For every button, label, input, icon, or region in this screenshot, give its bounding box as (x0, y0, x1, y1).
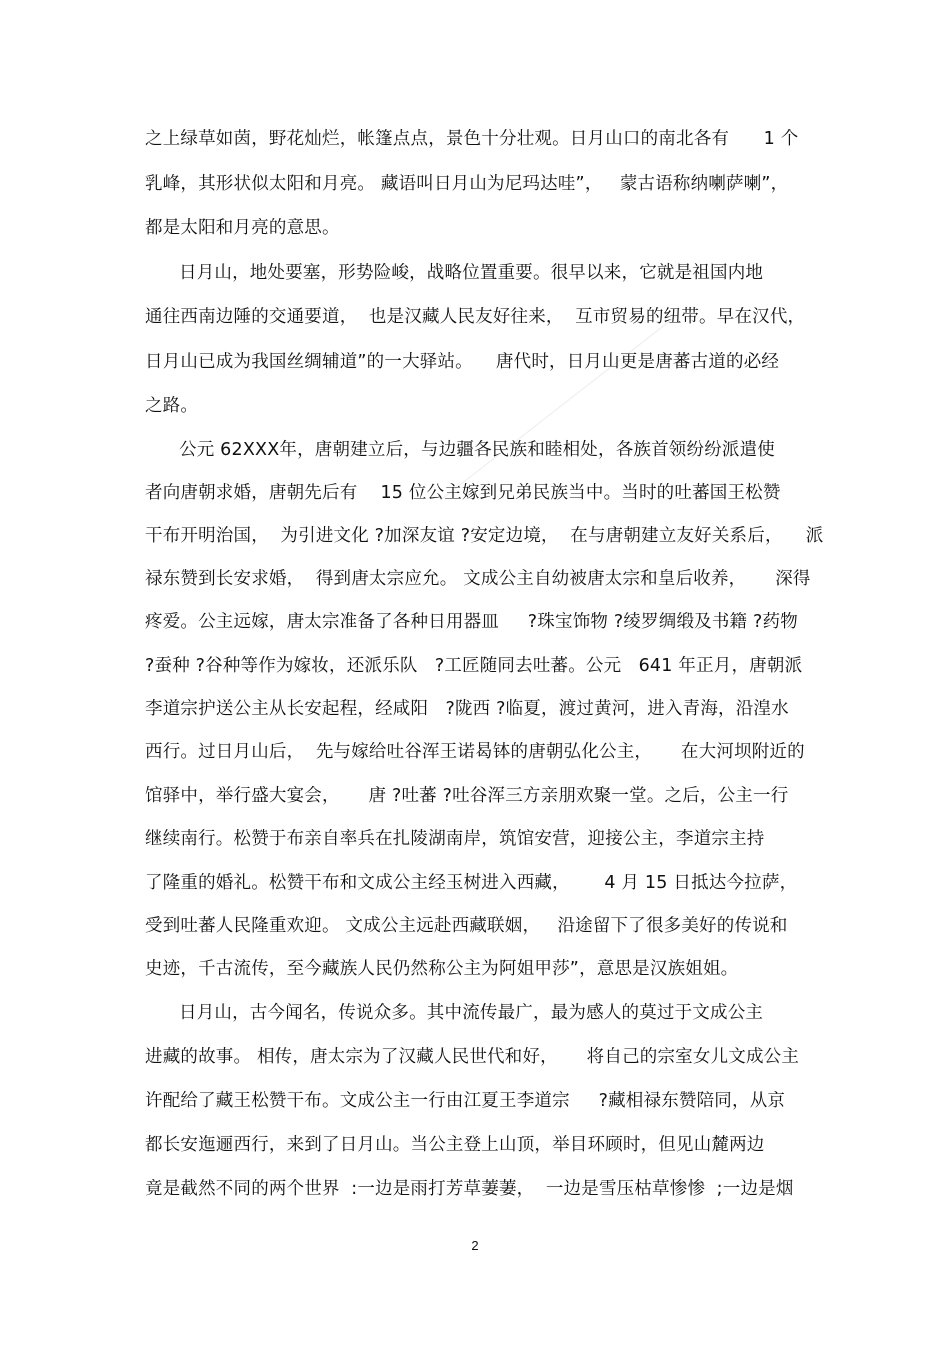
text-line: 许配给了藏王松赞干布。文成公主一行由江夏王李道宗 ?藏相禄东赞陪同，从京 (145, 1091, 786, 1111)
paragraph-first-line: 日月山，古今闻名，传说众多。其中流传最广，最为感人的莫过于文成公主 (179, 1003, 764, 1023)
text-line: 了隆重的婚礼。松赞干布和文成公主经玉树进入西藏， 4 月 15 日抵达今拉萨， (145, 873, 798, 893)
text-line: 馆驿中，举行盛大宴会， 唐 ?吐蕃 ?吐谷浑三方亲朋欢聚一堂。之后，公主一行 (145, 786, 789, 806)
text-line: 日月山已成为我国丝绸辅道”的一大驿站。 唐代时，日月山更是唐蕃古道的必经 (145, 352, 780, 372)
text-line: 都是太阳和月亮的意思。 (145, 218, 340, 238)
text-line: 之路。 (145, 396, 199, 416)
text-line: 乳峰，其形状似太阳和月亮。 藏语叫日月山为尼玛达哇”， 蒙古语称纳喇萨喇”， (145, 174, 789, 194)
text-line: 继续南行。松赞于布亲自率兵在扎陵湖南岸，筑馆安营，迎接公主，李道宗主持 (145, 829, 765, 849)
text-line: 禄东赞到长安求婚， 得到唐太宗应允。 文成公主自幼被唐太宗和皇后收养， 深得 (145, 569, 811, 589)
text-line: 疼爱。公主远嫁，唐太宗准备了各种日用器皿 ?珠宝饰物 ?绫罗绸缎及书籍 ?药物 (145, 612, 798, 632)
text-line: 李道宗护送公主从长安起程，经咸阳 ?陇西 ?临夏，渡过黄河，进入青海，沿湟水 (145, 699, 789, 719)
text-line: 之上绿草如茵，野花灿烂，帐篷点点，景色十分壮观。日月山口的南北各有 1 个 (145, 129, 799, 149)
text-line: 通往西南边陲的交通要道， 也是汉藏人民友好往来， 互市贸易的纽带。早在汉代， (145, 307, 806, 327)
text-line: 者向唐朝求婚，唐朝先后有 15 位公主嫁到兄弟民族当中。当时的吐蕃国王松赞 (145, 483, 781, 503)
text-line: 史迹，千古流传，至今藏族人民仍然称公主为阿姐甲莎”，意思是汉族姐姐。 (145, 959, 739, 979)
text-line: 西行。过日月山后， 先与嫁给吐谷浑王诺曷钵的唐朝弘化公主， 在大河坝附近的 (145, 742, 805, 762)
text-line: 竟是截然不同的两个世界 :一边是雨打芳草萋萋， 一边是雪压枯草惨惨 ;一边是烟 (145, 1179, 794, 1199)
text-line: 干布开明治国， 为引进文化 ?加深友谊 ?安定边境， 在与唐朝建立友好关系后， 派 (145, 526, 824, 546)
text-line: 进藏的故事。 相传，唐太宗为了汉藏人民世代和好， 将自己的宗室女儿文成公主 (145, 1047, 800, 1067)
text-line: ?蚕种 ?谷种等作为嫁妆，还派乐队 ?工匠随同去吐蕃。公元 641 年正月，唐朝派 (145, 656, 803, 676)
text-line: 受到吐蕃人民隆重欢迎。 文成公主远赴西藏联姻， 沿途留下了很多美好的传说和 (145, 916, 788, 936)
page-number: 2 (471, 1238, 479, 1253)
paragraph-first-line: 公元 62XXX年，唐朝建立后，与边疆各民族和睦相处，各族首领纷纷派遣使 (179, 440, 775, 460)
paragraph-first-line: 日月山，地处要塞，形势险峻，战略位置重要。很早以来，它就是祖国内地 (179, 263, 764, 283)
text-line: 都长安迤逦西行，来到了日月山。当公主登上山顶，举目环顾时，但见山麓两边 (145, 1135, 765, 1155)
